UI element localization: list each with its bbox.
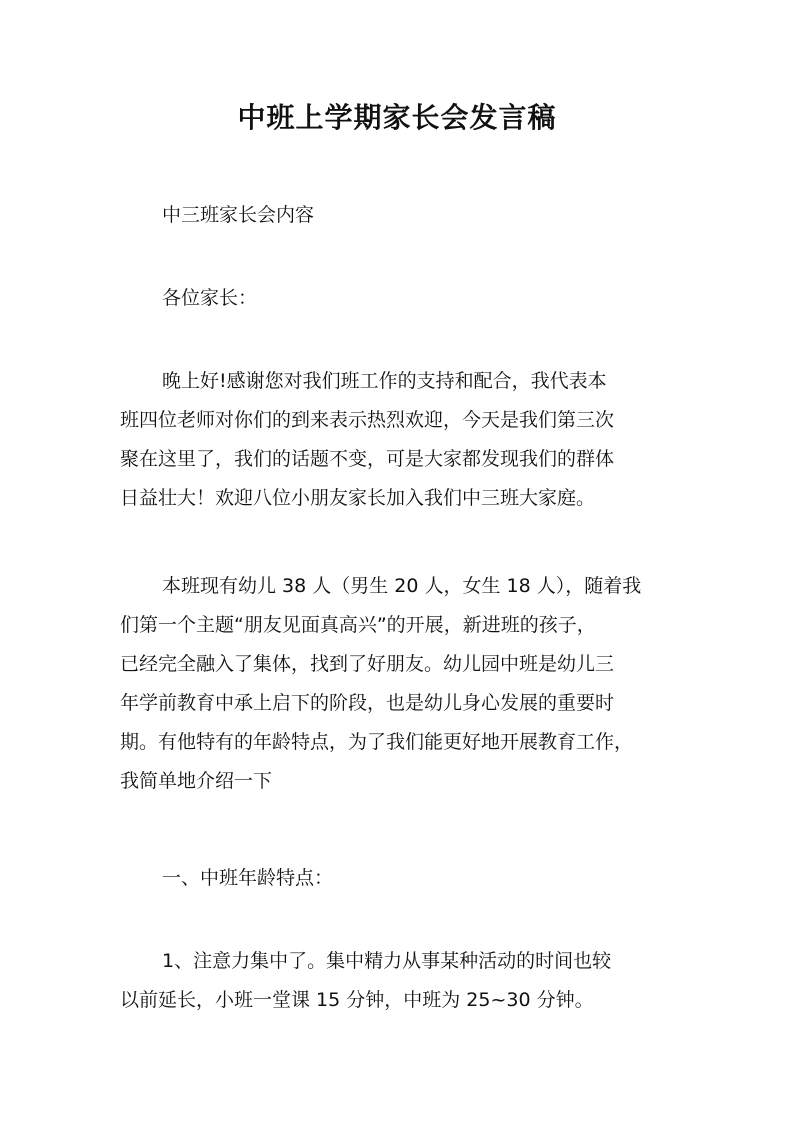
point-one-line: 以前延长，小班一堂课 15 分钟，中班为 25~30 分钟。 — [120, 989, 594, 1011]
class-info-line: 我简单地介绍一下 — [120, 770, 273, 792]
class-info-line: 期。有他特有的年龄特点，为了我们能更好地开展教育工作， — [120, 731, 634, 753]
class-info-line: 本班现有幼儿 38 人（男生 20 人，女生 18 人），随着我 — [162, 575, 642, 597]
class-info-paragraph — [120, 567, 685, 801]
intro-line: 日益壮大！欢迎八位小朋友家长加入我们中三班大家庭。 — [120, 487, 596, 509]
greeting-paragraph: 各位家长： — [162, 287, 258, 309]
section-heading: 一、中班年龄特点： — [162, 867, 334, 889]
class-info-line: 年学前教育中承上启下的阶段，也是幼儿身心发展的重要时 — [120, 692, 615, 714]
intro-paragraph — [120, 362, 685, 518]
intro-line: 班四位老师对你们的到来表示热烈欢迎，今天是我们第三次 — [120, 409, 615, 431]
document-title: 中班上学期家长会发言稿 — [237, 101, 557, 134]
point-one-line: 1、注意力集中了。集中精力从事某种活动的时间也较 — [162, 950, 612, 972]
intro-line: 晚上好!感谢您对我们班工作的支持和配合，我代表本 — [162, 370, 607, 392]
class-info-line: 已经完全融入了集体，找到了好朋友。幼儿园中班是幼儿三 — [120, 653, 615, 675]
intro-line: 聚在这里了，我们的话题不变，可是大家都发现我们的群体 — [120, 448, 615, 470]
class-info-line: 们第一个主题“朋友见面真高兴”的开展，新进班的孩子， — [120, 614, 596, 636]
subtitle-paragraph: 中三班家长会内容 — [162, 204, 315, 226]
point-one-paragraph — [120, 942, 685, 1020]
